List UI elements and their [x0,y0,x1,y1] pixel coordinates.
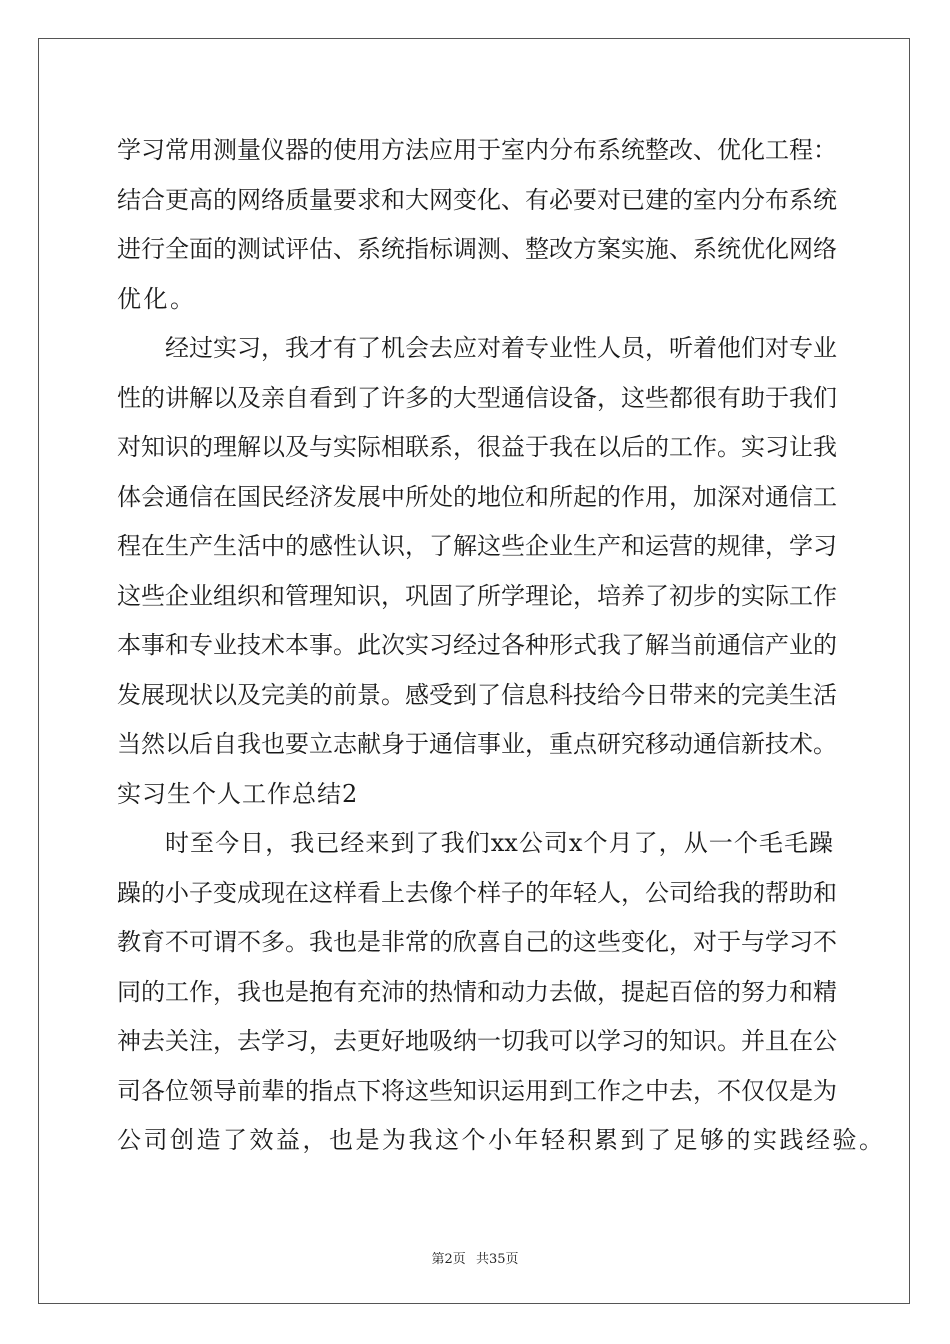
text-line: 程在生产生活中的感性认识，了解这些企业生产和运营的规律，学习 [117,532,837,560]
text-line: 本事和专业技术本事。此次实习经过各种形式我了解当前通信产业的 [117,631,837,659]
text-line: 同的工作，我也是抱有充沛的热情和动力去做，提起百倍的努力和精 [117,977,837,1006]
text-line: 学习常用测量仪器的使用方法应用于室内分布系统整改、优化工程： [117,136,837,164]
text-line: 对知识的理解以及与实际相联系，很益于我在以后的工作。实习让我 [117,433,837,461]
text-line: 公司创造了效益，也是为我这个小年轻积累到了足够的实践经验。 [117,1126,886,1154]
document-body [117,126,886,1166]
page-total: 共35页 [475,1252,519,1267]
text-line: 教育不可谓不多。我也是非常的欣喜自己的这些变化，对于与学习不 [117,928,837,956]
page-footer [0,1248,950,1267]
text-line: 优化。 [117,284,197,313]
text-line: 司各位领导前辈的指点下将这些知识运用到工作之中去，不仅仅是为 [117,1076,837,1105]
text-line: 性的讲解以及亲自看到了许多的大型通信设备，这些都很有助于我们 [117,383,837,412]
text-line: 躁的小子变成现在这样看上去像个样子的年轻人，公司给我的帮助和 [117,878,837,907]
section-heading: 实习生个人工作总结2 [117,779,359,808]
text-line: 时至今日，我已经来到了我们xx公司x个月了，从一个毛毛躁 [165,829,833,857]
text-line: 这些企业组织和管理知识，巩固了所学理论，培养了初步的实际工作 [117,581,837,610]
text-line: 体会通信在国民经济发展中所处的地位和所起的作用，加深对通信工 [117,482,837,511]
text-line: 经过实习，我才有了机会去应对着专业性人员，听着他们对专业 [165,334,837,362]
text-line: 当然以后自我也要立志献身于通信事业，重点研究移动通信新技术。 [117,730,837,758]
text-line: 发展现状以及完美的前景。感受到了信息科技给今日带来的完美生活 [117,680,837,709]
text-line: 神去关注，去学习，去更好地吸纳一切我可以学习的知识。并且在公 [117,1027,837,1055]
page-number: 第2页 [431,1252,466,1267]
text-line: 结合更高的网络质量要求和大网变化、有必要对已建的室内分布系统 [117,185,837,214]
text-line: 进行全面的测试评估、系统指标调测、整改方案实施、系统优化网络 [117,235,837,263]
